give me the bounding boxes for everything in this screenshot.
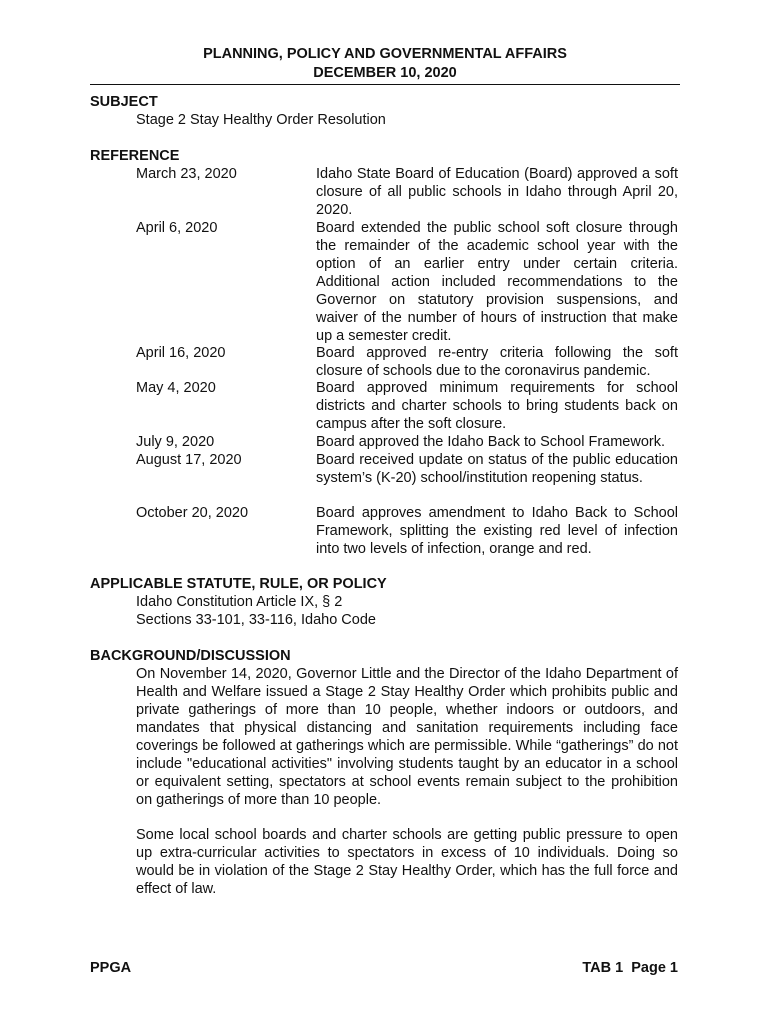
reference-description: Board received update on status of the public education system’s (K-20) school/institution reopening status. — [316, 452, 678, 486]
header-divider — [90, 84, 680, 85]
subject-text: Stage 2 Stay Healthy Order Resolution — [136, 112, 386, 128]
reference-description: Board approved the Idaho Back to School Framework. — [316, 434, 665, 450]
subject-heading: SUBJECT — [90, 94, 158, 110]
reference-date: October 20, 2020 — [136, 505, 249, 521]
footer-department: PPGA — [90, 960, 132, 976]
reference-heading: REFERENCE — [90, 148, 180, 164]
background-heading: BACKGROUND/DISCUSSION — [90, 648, 291, 664]
footer-page-number: TAB 1 Page 1 — [582, 960, 678, 976]
reference-description: Board approved minimum requirements for school districts and charter schools to bring students back on campus after the soft closure. — [316, 380, 678, 432]
document-header — [90, 45, 680, 83]
reference-description: Board approved re-entry criteria following the soft closure of schools due to the coronavirus pandemic. — [316, 345, 678, 379]
reference-description: Board extended the public school soft closure through the remainder of the academic school year with the option of an earlier entry under certain criteria. Additional action included recommendations to the Governor on statutory provision suspensions, and waiver of the number of hours of instruction that make up a semester credit. — [316, 220, 678, 344]
reference-date: May 4, 2020 — [136, 380, 216, 396]
statute-heading: APPLICABLE STATUTE, RULE, OR POLICY — [90, 576, 387, 592]
reference-date: August 17, 2020 — [136, 452, 242, 468]
background-paragraph: Some local school boards and charter schools are getting public pressure to open up extra-curricular activities to spectators in excess of 10 individuals. Doing so would be in violation of the Stage 2 Stay Healthy Order, which has the full force and effect of law. — [136, 827, 678, 897]
statute-line: Idaho Constitution Article IX, § 2 — [136, 594, 343, 610]
reference-date: April 16, 2020 — [136, 345, 226, 361]
reference-description: Board approves amendment to Idaho Back to School Framework, splitting the existing red level of infection into two levels of infection, orange and red. — [316, 505, 678, 557]
header-date: DECEMBER 10, 2020 — [313, 65, 457, 81]
header-title: PLANNING, POLICY AND GOVERNMENTAL AFFAIRS — [203, 46, 567, 62]
reference-date: July 9, 2020 — [136, 434, 215, 450]
reference-date: March 23, 2020 — [136, 166, 237, 182]
reference-description: Idaho State Board of Education (Board) approved a soft closure of all public schools in Idaho through April 20, 2020. — [316, 166, 678, 218]
background-paragraph: On November 14, 2020, Governor Little and the Director of the Idaho Department of Health and Welfare issued a Stage 2 Stay Healthy Order which prohibits public and private gatherings of more than 10 people, whether indoors or outdoors, and mandates that physical distancing and sanitation requirements including face coverings be followed at gatherings which are permissible. While “gatherings” do not include "educational activities" involving students taught by an educator in a school or equivalent setting, spectators at school events remain subject to the prohibition on gatherings of more than 10 people. — [136, 666, 678, 808]
reference-date: April 6, 2020 — [136, 220, 218, 236]
statute-line: Sections 33-101, 33-116, Idaho Code — [136, 612, 376, 628]
